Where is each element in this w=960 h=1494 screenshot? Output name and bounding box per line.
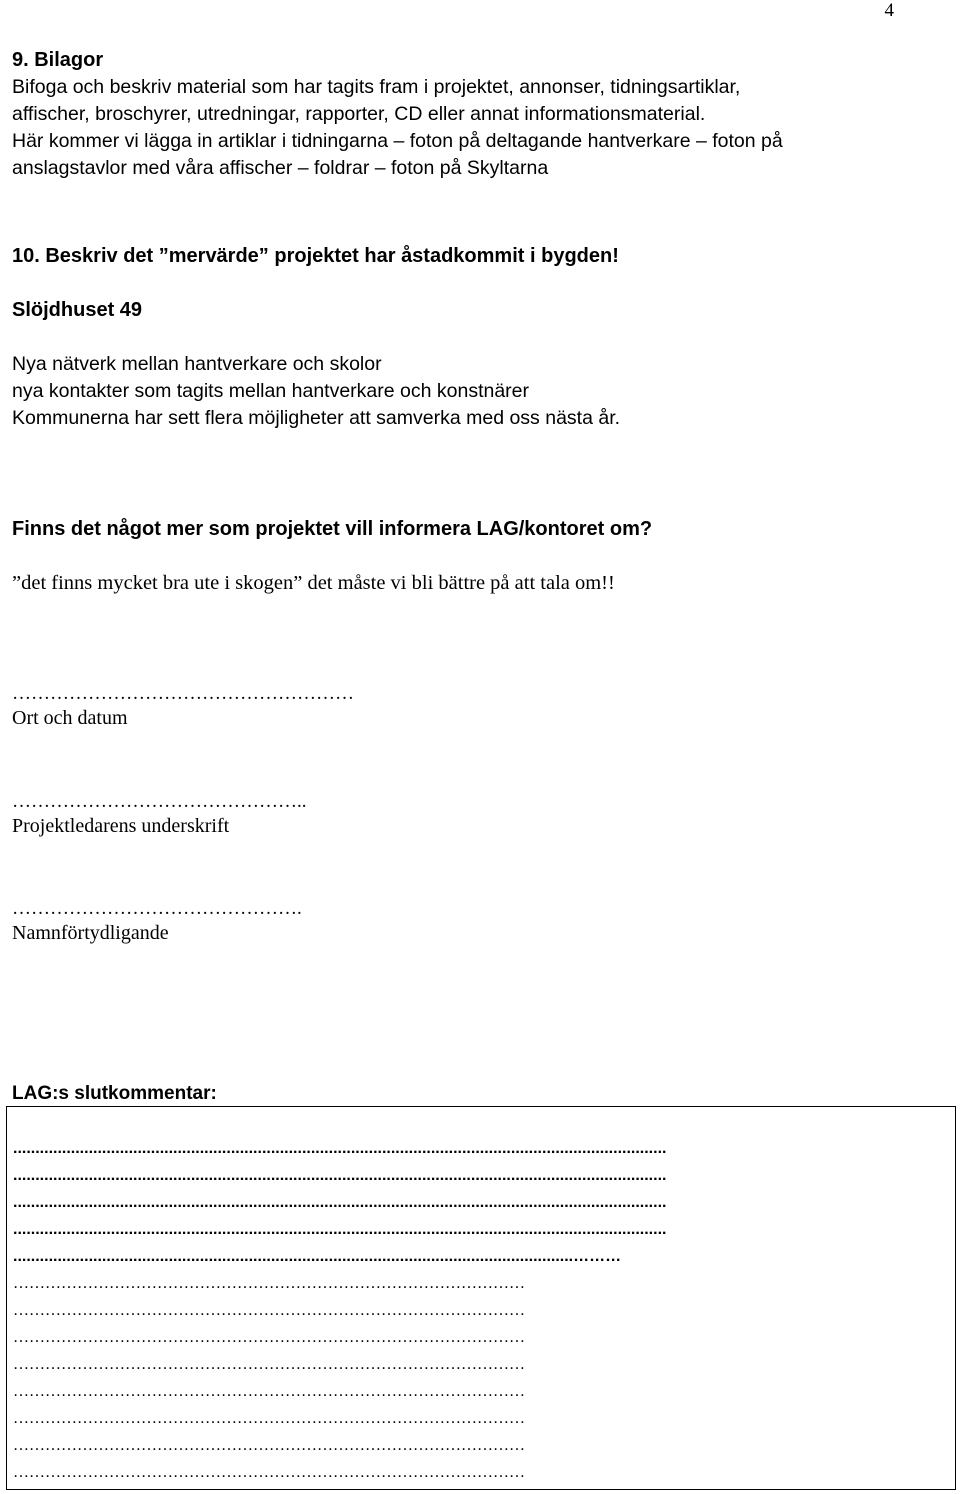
comment-line: ................................................................................................................................................... <box>13 1167 667 1184</box>
lag-comment-box <box>6 1106 956 1490</box>
comment-line: …………………………………………………………………………………… <box>13 1275 525 1292</box>
comment-line: ................................................................................................................................................... <box>13 1194 667 1211</box>
body-line: Kommunerna har sett flera möjligheter att samverka med oss nästa år. <box>12 407 621 429</box>
signature-place-date <box>12 683 354 731</box>
signature-label: Projektledarens underskrift <box>12 815 230 837</box>
body-line: anslagstavlor med våra affischer – foldrar – foton på Skyltarna <box>12 157 549 179</box>
other-info-answer <box>12 570 615 597</box>
comment-line: …………………………………………………………………………………… <box>13 1437 525 1454</box>
comment-line: …………………………………………………………………………………… <box>13 1383 525 1400</box>
comment-lines <box>13 1135 953 1486</box>
body-line: affischer, broschyrer, utredningar, rapporter, CD eller annat informationsmaterial. <box>12 103 706 125</box>
signature-label: Namnförtydligande <box>12 922 169 944</box>
answer-text: ”det finns mycket bra ute i skogen” det måste vi bli bättre på att tala om!! <box>12 572 615 594</box>
body-line: Nya nätverk mellan hantverkare och skolor <box>12 353 382 375</box>
comment-line: ................................................................................................................................................... <box>13 1221 667 1238</box>
section-bilagor <box>12 47 783 182</box>
section-heading: 10. Beskriv det ”mervärde” projektet har åstadkommit i bygden! <box>12 245 619 267</box>
lag-comment-heading-wrap <box>12 1080 217 1107</box>
body-line: nya kontakter som tagits mellan hantverkare och konstnärer <box>12 380 530 402</box>
comment-line: …………………………………………………………………………………… <box>13 1356 525 1373</box>
section-other-info <box>12 516 652 543</box>
comment-line: ..............................................................................................................................……… <box>13 1248 622 1265</box>
comment-line: …………………………………………………………………………………… <box>13 1464 525 1481</box>
body-line: Bifoga och beskriv material som har tagits fram i projektet, annonser, tidningsartiklar, <box>12 76 741 98</box>
subheading: Slöjdhuset 49 <box>12 299 143 321</box>
signature-line: ……………………………………………… <box>12 683 354 704</box>
comment-line: …………………………………………………………………………………… <box>13 1329 525 1346</box>
comment-line: …………………………………………………………………………………… <box>13 1302 525 1319</box>
comment-line: ................................................................................................................................................... <box>13 1140 667 1157</box>
section-mervarde-body <box>12 297 620 432</box>
signature-project-leader <box>12 791 307 839</box>
section-heading: LAG:s slutkommentar: <box>12 1083 217 1104</box>
section-mervarde <box>12 243 619 270</box>
body-line: Här kommer vi lägga in artiklar i tidningarna – foton på deltagande hantverkare – foton på <box>12 130 783 152</box>
signature-line: ………………………………………. <box>12 898 302 919</box>
page-number: 4 <box>884 0 894 21</box>
signature-line: ……………………………………….. <box>12 791 307 812</box>
comment-line: …………………………………………………………………………………… <box>13 1410 525 1427</box>
signature-name-clarification <box>12 898 302 946</box>
section-heading: Finns det något mer som projektet vill informera LAG/kontoret om? <box>12 518 653 540</box>
signature-label: Ort och datum <box>12 707 128 729</box>
section-heading: 9. Bilagor <box>12 49 104 71</box>
